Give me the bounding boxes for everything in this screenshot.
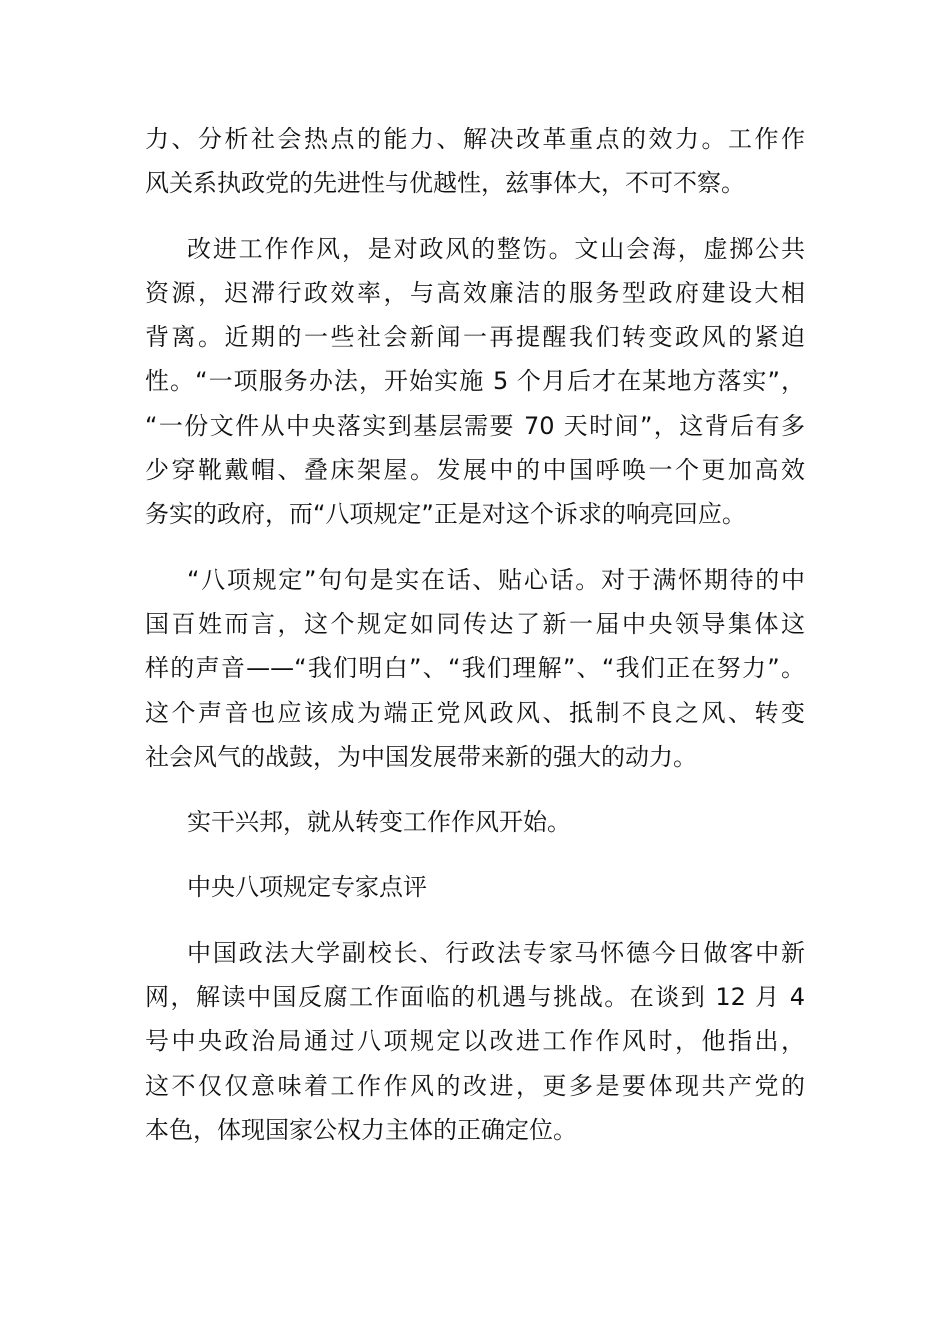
paragraph	[145, 800, 805, 844]
text-line: 务实的政府，而“八项规定”正是对这个诉求的响亮回应。	[145, 500, 746, 529]
paragraph	[145, 117, 805, 206]
text-line: 这个声音也应该成为端正党风政风、抵制不良之风、转变	[145, 698, 805, 727]
text-line: “一份文件从中央落实到基层需要 70 天时间”，这背后有多	[145, 411, 805, 440]
text-line: 中国政法大学副校长、行政法专家马怀德今日做客中新	[187, 938, 805, 967]
text-line: 力、分析社会热点的能力、解决改革重点的效力。工作作	[145, 125, 805, 153]
text-line: 这不仅仅意味着工作作风的改进，更多是要体现共产党的	[145, 1071, 805, 1100]
document-body	[145, 117, 805, 1173]
text-line: 国百姓而言，这个规定如同传达了新一届中央领导集体这	[145, 609, 805, 638]
text-line: 样的声音——“我们明白”、“我们理解”、“我们正在努力”。	[145, 654, 805, 683]
text-line: 号中央政治局通过八项规定以改进工作作风时，他指出，	[145, 1027, 805, 1056]
text-line: “八项规定”句句是实在话、贴心话。对于满怀期待的中	[187, 565, 805, 594]
paragraph	[145, 558, 805, 779]
text-line: 背离。近期的一些社会新闻一再提醒我们转变政风的紧迫	[145, 323, 805, 352]
text-line: 资源，迟滞行政效率，与高效廉洁的服务型政府建设大相	[145, 278, 805, 307]
text-line: 中央八项规定专家点评	[187, 873, 427, 902]
text-line: 改进工作作风，是对政风的整饬。文山会海，虚掷公共	[187, 234, 805, 263]
text-line: 实干兴邦，就从转变工作作风开始。	[187, 808, 571, 837]
text-line: 本色，体现国家公权力主体的正确定位。	[145, 1115, 577, 1144]
text-line: 网，解读中国反腐工作面临的机遇与挑战。在谈到 12 月 4	[145, 983, 805, 1012]
paragraph	[145, 931, 805, 1152]
text-line: 社会风气的战鼓，为中国发展带来新的强大的动力。	[145, 742, 697, 771]
text-line: 少穿靴戴帽、叠床架屋。发展中的中国呼唤一个更加高效	[145, 456, 805, 485]
paragraph	[145, 227, 805, 537]
paragraph	[145, 865, 805, 909]
text-line: 风关系执政党的先进性与优越性，兹事体大，不可不察。	[145, 169, 745, 198]
text-line: 性。“一项服务办法，开始实施 5 个月后才在某地方落实”，	[145, 367, 805, 396]
